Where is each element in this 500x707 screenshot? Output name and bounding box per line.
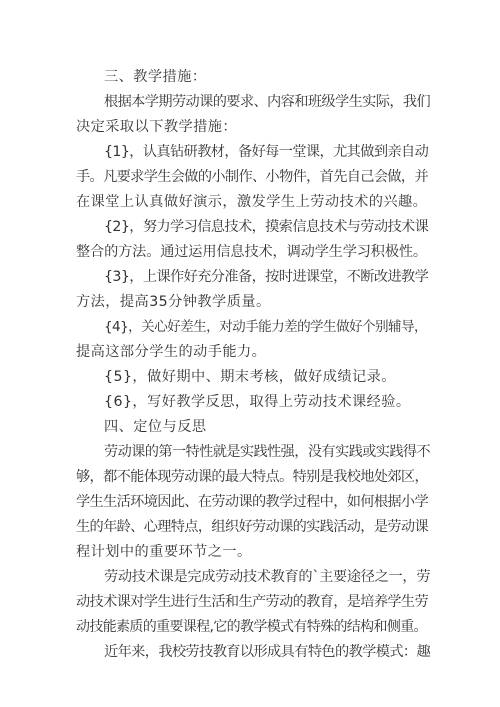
paragraph-line: 够，都不能体现劳动课的最大特点。特别是我校地处郊区， [76,469,428,485]
section-heading-positioning-reflection: 四、定位与反思 [104,419,207,435]
measure-6-line: {6}，写好教学反思，取得上劳动技术课经验。 [104,394,411,410]
paragraph-line: 学生生活环境因此、在劳动课的教学过程中，如何根据小学 [76,494,428,510]
paragraph-line: 手。凡要求学生会做的小制作、小物件，首先自己会做，并 [76,169,428,185]
paragraph-line: 根据本学期劳动课的要求、内容和班级学生实际，我们 [104,94,431,110]
paragraph-line: 方法，提高35分钟教学质量。 [76,294,271,310]
paragraph-line: 整合的方法。通过运用信息技术，调动学生学习积极性。 [76,244,427,260]
measure-5-line: {5}，做好期中、期末考核，做好成绩记录。 [104,369,396,385]
paragraph-line: 在课堂上认真做好演示，激发学生上劳动技术的兴趣。 [76,194,428,210]
paragraph-line: 近年来，我校劳技教育以形成具有特色的教学模式：趣 [104,644,431,660]
paragraph-line: 动技能素质的重要课程,它的教学模式有特殊的结构和侧重。 [76,619,427,635]
paragraph-line: 劳动课的第一特性就是实践性强，没有实践或实践得不 [104,444,431,460]
measure-4-line: {4}，关心好差生，对动手能力差的学生做好个别辅导， [104,319,428,335]
measure-3-line: {3}，上课作好充分准备，按时进课堂，不断改进教学 [104,269,429,285]
paragraph-line: 决定采取以下教学措施： [76,119,238,135]
paragraph-line: 劳动技术课是完成劳动技术教育的`主要途径之一，劳 [104,569,431,585]
measure-1-line: {1}，认真钻研教材，备好每一堂课，尤其做到亲自动 [104,144,429,160]
section-heading-teaching-measures: 三、教学措施： [104,69,207,85]
paragraph-line: 生的年龄、心理特点，组织好劳动课的实践活动，是劳动课 [76,519,428,535]
paragraph-line: 程计划中的重要环节之一。 [76,544,252,560]
measure-2-line: {2}，努力学习信息技术，摸索信息技术与劳动技术课 [104,219,429,235]
paragraph-line: 提高这部分学生的动手能力。 [76,344,267,360]
paragraph-line: 动技术课对学生进行生活和生产劳动的教育，是培养学生劳 [76,594,428,610]
